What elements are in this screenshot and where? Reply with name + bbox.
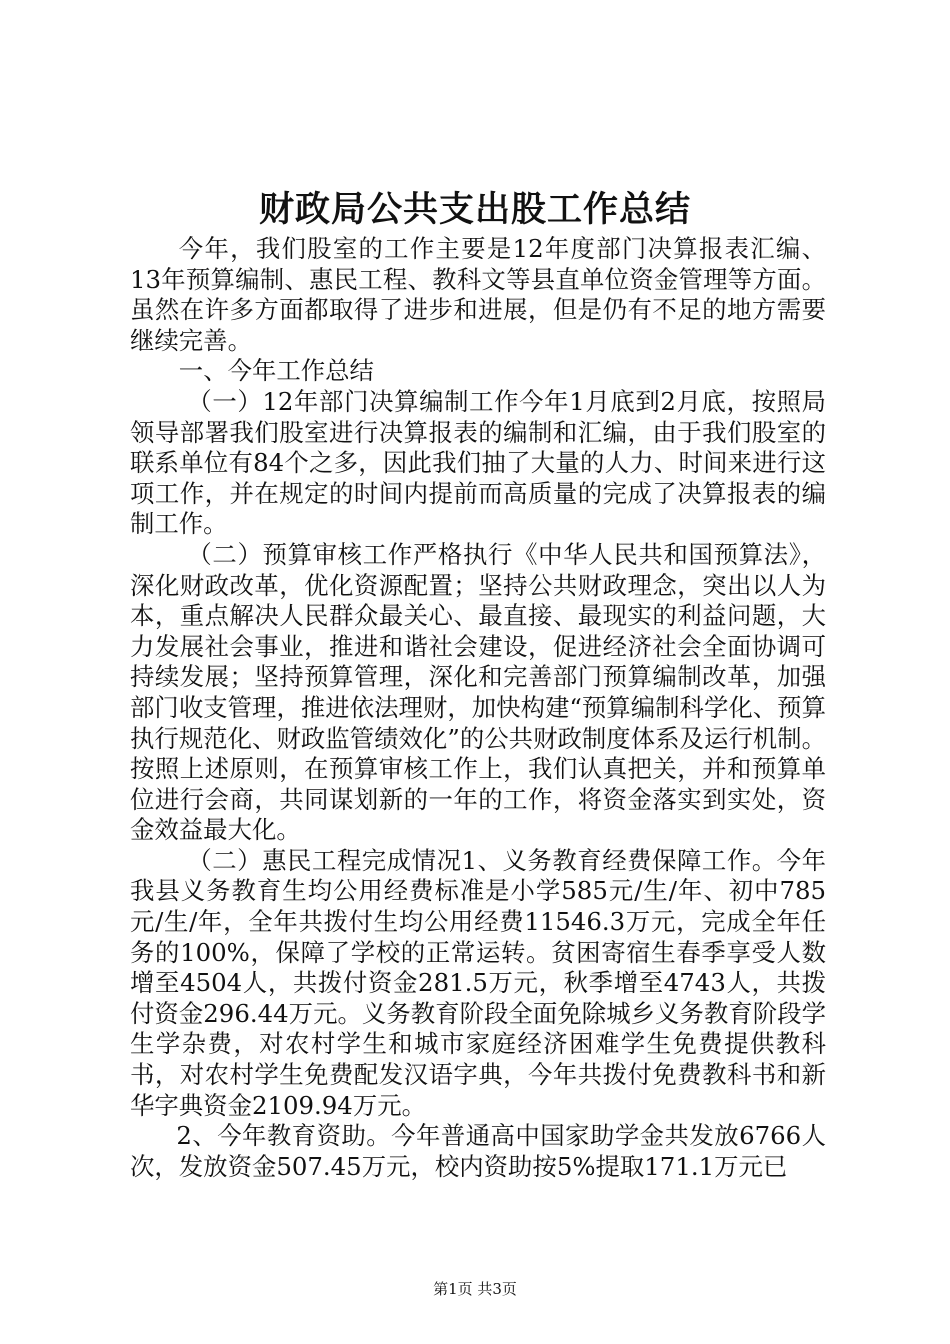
document-body bbox=[130, 234, 826, 1182]
paragraph-education-aid: 2、今年教育资助。今年普通高中国家助学金共发放6766人次，发放资金507.45万元，校内资助按5%提取171.1万元已 bbox=[130, 1121, 826, 1181]
page-footer: 第1页 共3页 bbox=[433, 1280, 517, 1298]
paragraph-final-accounts: （一）12年部门决算编制工作今年1月底到2月底，按照局领导部署我们股室进行决算报表的编制和汇编，由于我们股室的联系单位有84个之多，因此我们抽了大量的人力、时间来进行这项工作，并在规定的时间内提前而高质量的完成了决算报表的编制工作。 bbox=[130, 386, 826, 539]
paragraph-intro: 今年，我们股室的工作主要是12年度部门决算报表汇编、13年预算编制、惠民工程、教科文等县直单位资金管理等方面。虽然在许多方面都取得了进步和进展，但是仍有不足的地方需要继续完善。 bbox=[130, 234, 826, 355]
document-title: 财政局公共支出股工作总结 bbox=[258, 189, 691, 230]
paragraph-budget-review: （二）预算审核工作严格执行《中华人民共和国预算法》，深化财政改革，优化资源配置；坚持公共财政理念，突出以人为本，重点解决人民群众最关心、最直接、最现实的利益问题，大力发展社会事业，推进和谐社会建设，促进经济社会全面协调可持续发展；坚持预算管理，深化和完善部门预算编制改革，加强部门收支管理，推进依法理财，加快构建“预算编制科学化、预算执行规范化、财政监管绩效化”的公共财政制度体系及运行机制。按照上述原则，在预算审核工作上，我们认真把关，并和预算单位进行会商，共同谋划新的一年的工作，将资金落实到实处，资金效益最大化。 bbox=[130, 539, 826, 845]
section-heading: 一、今年工作总结 bbox=[178, 356, 374, 386]
paragraph-welfare-projects: （二）惠民工程完成情况1、义务教育经费保障工作。今年我县义务教育生均公用经费标准是小学585元/生/年、初中785元/生/年，全年共拨付生均公用经费11546.3万元，完成全年任务的100%，保障了学校的正常运转。贫困寄宿生春季享受人数增至4504人，共拨付资金281.5万元，秋季增至4743人，共拨付资金296.44万元。义务教育阶段全面免除城乡义务教育阶段学生学杂费，对农村学生和城市家庭经济困难学生免费提供教科书，对农村学生免费配发汉语字典，今年共拨付免费教科书和新华字典资金2109.94万元。 bbox=[130, 845, 826, 1120]
